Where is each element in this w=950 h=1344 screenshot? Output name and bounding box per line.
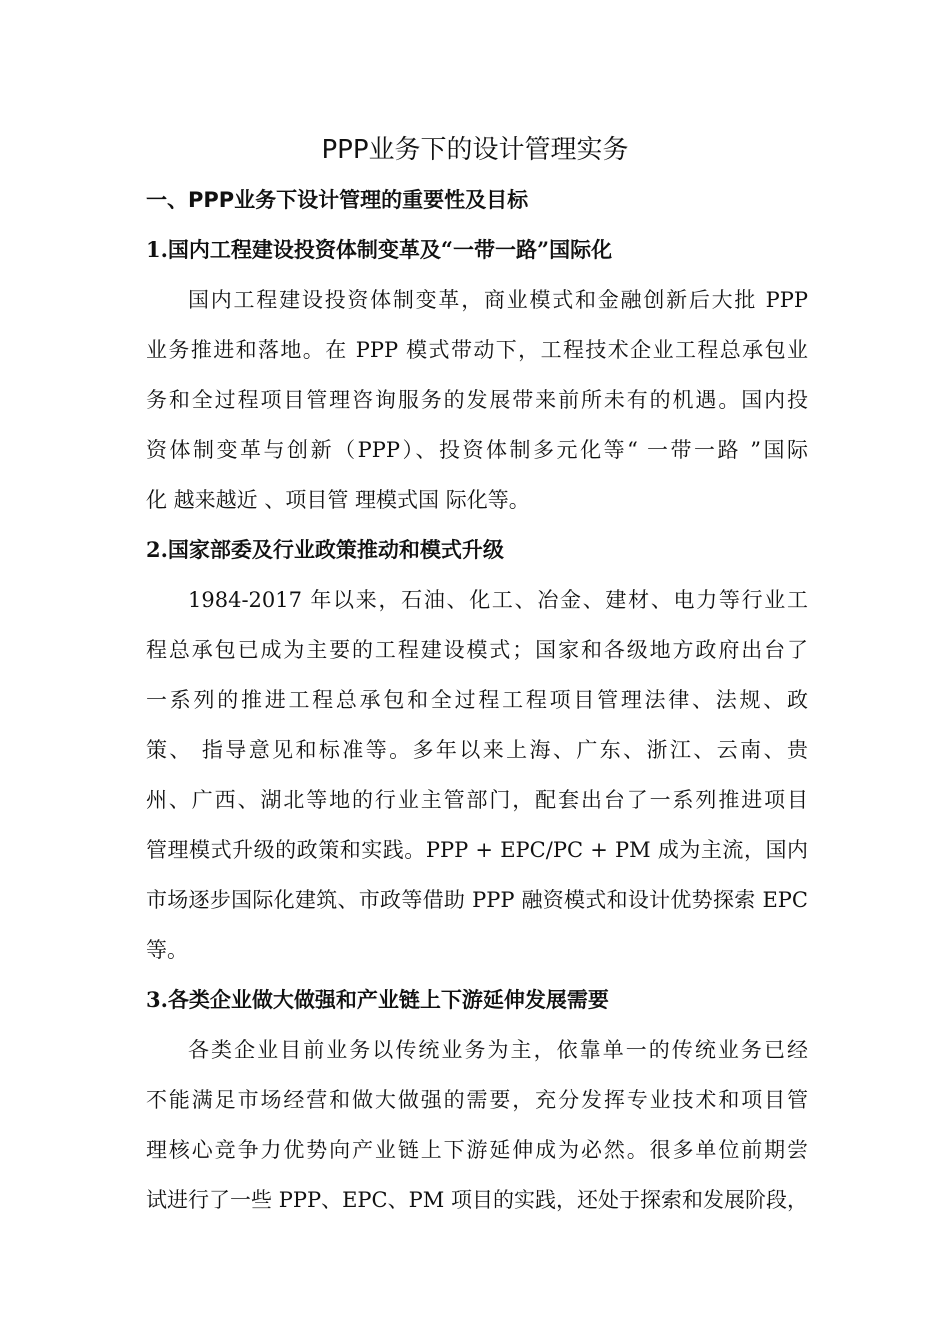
paragraph-line: 各类企业目前业务以传统业务为主，依靠单一的传统业务已经 <box>188 1038 808 1062</box>
document-title: PPP业务下的设计管理实务 <box>321 135 629 165</box>
paragraph-line: 州、广西、湖北等地的行业主管部门，配套出台了一系列推进项目 <box>146 788 808 812</box>
subsection-1-heading: 1.国内工程建设投资体制变革及“一带一路”国际化 <box>146 237 613 262</box>
paragraph-line: 程总承包已成为主要的工程建设模式；国家和各级地方政府出台了 <box>146 638 808 662</box>
paragraph-line: 务和全过程项目管理咨询服务的发展带来前所未有的机遇。国内投 <box>146 388 808 412</box>
paragraph-line: 1984-2017 年以来，石油、化工、冶金、建材、电力等行业工 <box>188 588 808 612</box>
paragraph-line: 业务推进和落地。在 PPP 模式带动下，工程技术企业工程总承包业 <box>146 338 808 362</box>
paragraph-line: 不能满足市场经营和做大做强的需要，充分发挥专业技术和项目管 <box>146 1088 808 1112</box>
paragraph-line: 试进行了一些 PPP、EPC、PM 项目的实践，还处于探索和发展阶段， <box>146 1188 808 1212</box>
subsection-2-paragraph <box>146 582 808 982</box>
section-heading: 一、PPP业务下设计管理的重要性及目标 <box>146 188 529 212</box>
paragraph-line: 理核心竞争力优势向产业链上下游延伸成为必然。很多单位前期尝 <box>146 1138 808 1162</box>
paragraph-line: 等。 <box>146 938 188 962</box>
subsection-3-heading: 3.各类企业做大做强和产业链上下游延伸发展需要 <box>146 987 609 1012</box>
subsection-1-paragraph <box>146 282 808 532</box>
paragraph-line: 国内工程建设投资体制变革，商业模式和金融创新后大批 PPP <box>188 288 808 312</box>
paragraph-line: 一系列的推进工程总承包和全过程工程项目管理法律、法规、政 <box>146 688 808 712</box>
paragraph-line: 市场逐步国际化建筑、市政等借助 PPP 融资模式和设计优势探索 EPC <box>146 888 808 912</box>
subsection-2-heading: 2.国家部委及行业政策推动和模式升级 <box>146 537 504 562</box>
paragraph-line: 管理模式升级的政策和实践。PPP + EPC/PC + PM 成为主流，国内 <box>146 838 808 862</box>
subsection-3-paragraph <box>146 1032 808 1232</box>
paragraph-line: 资体制变革与创新（PPP）、投资体制多元化等“ 一带一路 ”国际 <box>146 438 808 462</box>
paragraph-line: 策、 指导意见和标准等。多年以来上海、广东、浙江、云南、贵 <box>146 738 808 762</box>
paragraph-line: 化 越来越近 、项目管 理模式国 际化等。 <box>146 488 530 512</box>
